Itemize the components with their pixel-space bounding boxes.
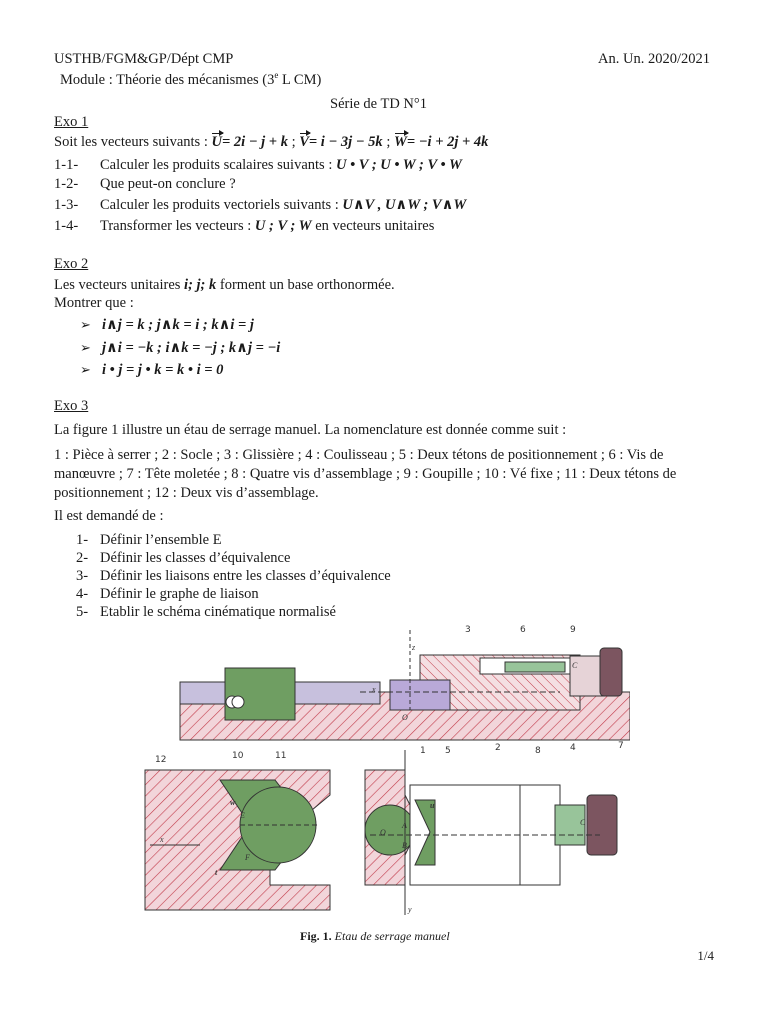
label-7: 7: [618, 741, 624, 751]
exo3-nomenclature: 1 : Pièce à serrer ; 2 : Socle ; 3 : Glissière ; 4 : Coulisseau ; 5 : Deux tétons de positionnement ; 6 : Vis de manœuvre ; 7 : Tête moletée ; 8 : Quatre vis d’assemblage ; 9 : Goupille ; 10 : Vé fixe ; 11 : Deux tétons de positionnement ; 12 : Deux vis d’assemblage.: [54, 447, 677, 501]
label-10: 10: [232, 751, 244, 761]
point-C-bottom: C: [580, 818, 586, 827]
exo2-line1: Les vecteurs unitaires i; j; k forment un base orthonormée.: [54, 277, 395, 293]
exo2-bullet-1: ➢ i∧j = k ; j∧k = i ; k∧i = j: [80, 317, 254, 333]
bottom-left-view: [145, 770, 330, 910]
axis-x-label-bottom: x: [160, 835, 164, 844]
exo2-line2: Montrer que :: [54, 295, 134, 311]
exo2-bullet-2: ➢ j∧i = −k ; i∧k = −j ; k∧j = −i: [80, 340, 281, 356]
series-title: Série de TD N°1: [330, 96, 427, 112]
point-O-bottom: O: [380, 828, 386, 837]
exo3-task-2: 2- Définir les classes d’équivalence: [76, 550, 291, 566]
exo2-title: Exo 2: [54, 256, 89, 272]
exo1-item-2: 1-2- Que peut-on conclure ?: [54, 176, 236, 192]
tete-moletee-7: [600, 648, 622, 696]
label-4: 4: [570, 743, 576, 753]
vector-w-label: w: [230, 798, 236, 807]
piece-section-right: [365, 805, 415, 855]
exo3-p3: Il est demandé de :: [54, 508, 164, 524]
exo1-item-3: 1-3- Calculer les produits vectoriels suivants : U∧V , U∧W ; V∧W: [54, 197, 467, 213]
module-line: Module : Théorie des mécanismes (3e L CM): [60, 70, 322, 88]
exo1-item-4: 1-4- Transformer les vecteurs : U ; V ; W en vecteurs unitaires: [54, 218, 435, 234]
header-left: USTHB/FGM&GP/Dépt CMP: [54, 51, 234, 67]
point-A: A: [402, 821, 407, 830]
point-E: E: [240, 811, 245, 820]
bottom-right-view: [365, 750, 617, 915]
piece-a-serrer-1: [225, 668, 295, 720]
exo3-task-5: 5- Etablir le schéma cinématique normalisé: [76, 604, 336, 620]
point-F: F: [245, 853, 250, 862]
label-5: 5: [445, 746, 451, 756]
top-view: [180, 630, 630, 740]
point-B: B: [402, 841, 407, 850]
label-9: 9: [570, 625, 576, 635]
vis-manoeuvre-6: [505, 662, 565, 672]
point-O-top: O: [402, 713, 408, 722]
page-number: 1/4: [697, 948, 714, 963]
exo3-task-1: 1- Définir l’ensemble E: [76, 532, 222, 548]
axis-x-label-top: x: [372, 685, 376, 694]
exo1-item-1: 1-1- Calculer les produits scalaires suivants : U • V ; U • W ; V • W: [54, 157, 462, 173]
label-8: 8: [535, 746, 541, 756]
exo2-bullet-3: ➢ i • j = j • k = k • i = 0: [80, 362, 224, 378]
label-2: 2: [495, 743, 501, 753]
point-C-top: C: [572, 661, 578, 670]
label-12: 12: [155, 755, 167, 765]
exo1-title: Exo 1: [54, 114, 89, 130]
header-right: An. Un. 2020/2021: [598, 51, 710, 67]
axis-z-label: z: [412, 643, 416, 652]
vector-u-label: u: [430, 801, 435, 810]
axis-y-label: y: [408, 905, 412, 914]
exo1-intro: Soit les vecteurs suivants : U= 2i − j + k ; V= i − 3j − 5k ; W= −i + 2j + 4k: [54, 134, 489, 150]
exo3-task-4: 4- Définir le graphe de liaison: [76, 586, 259, 602]
vector-t-label: t: [215, 868, 218, 877]
exo3-p1: La figure 1 illustre un étau de serrage manuel. La nomenclature est donnée comme suit :: [54, 422, 567, 438]
figure-caption: Fig. 1. Etau de serrage manuel: [300, 929, 450, 943]
label-1: 1: [420, 746, 426, 756]
vise-technical-drawing: [140, 620, 630, 925]
label-11: 11: [275, 751, 287, 761]
label-6: 6: [520, 625, 526, 635]
label-3: 3: [465, 625, 471, 635]
exo3-task-3: 3- Définir les liaisons entre les classes d’équivalence: [76, 568, 391, 584]
exo3-title: Exo 3: [54, 398, 89, 414]
